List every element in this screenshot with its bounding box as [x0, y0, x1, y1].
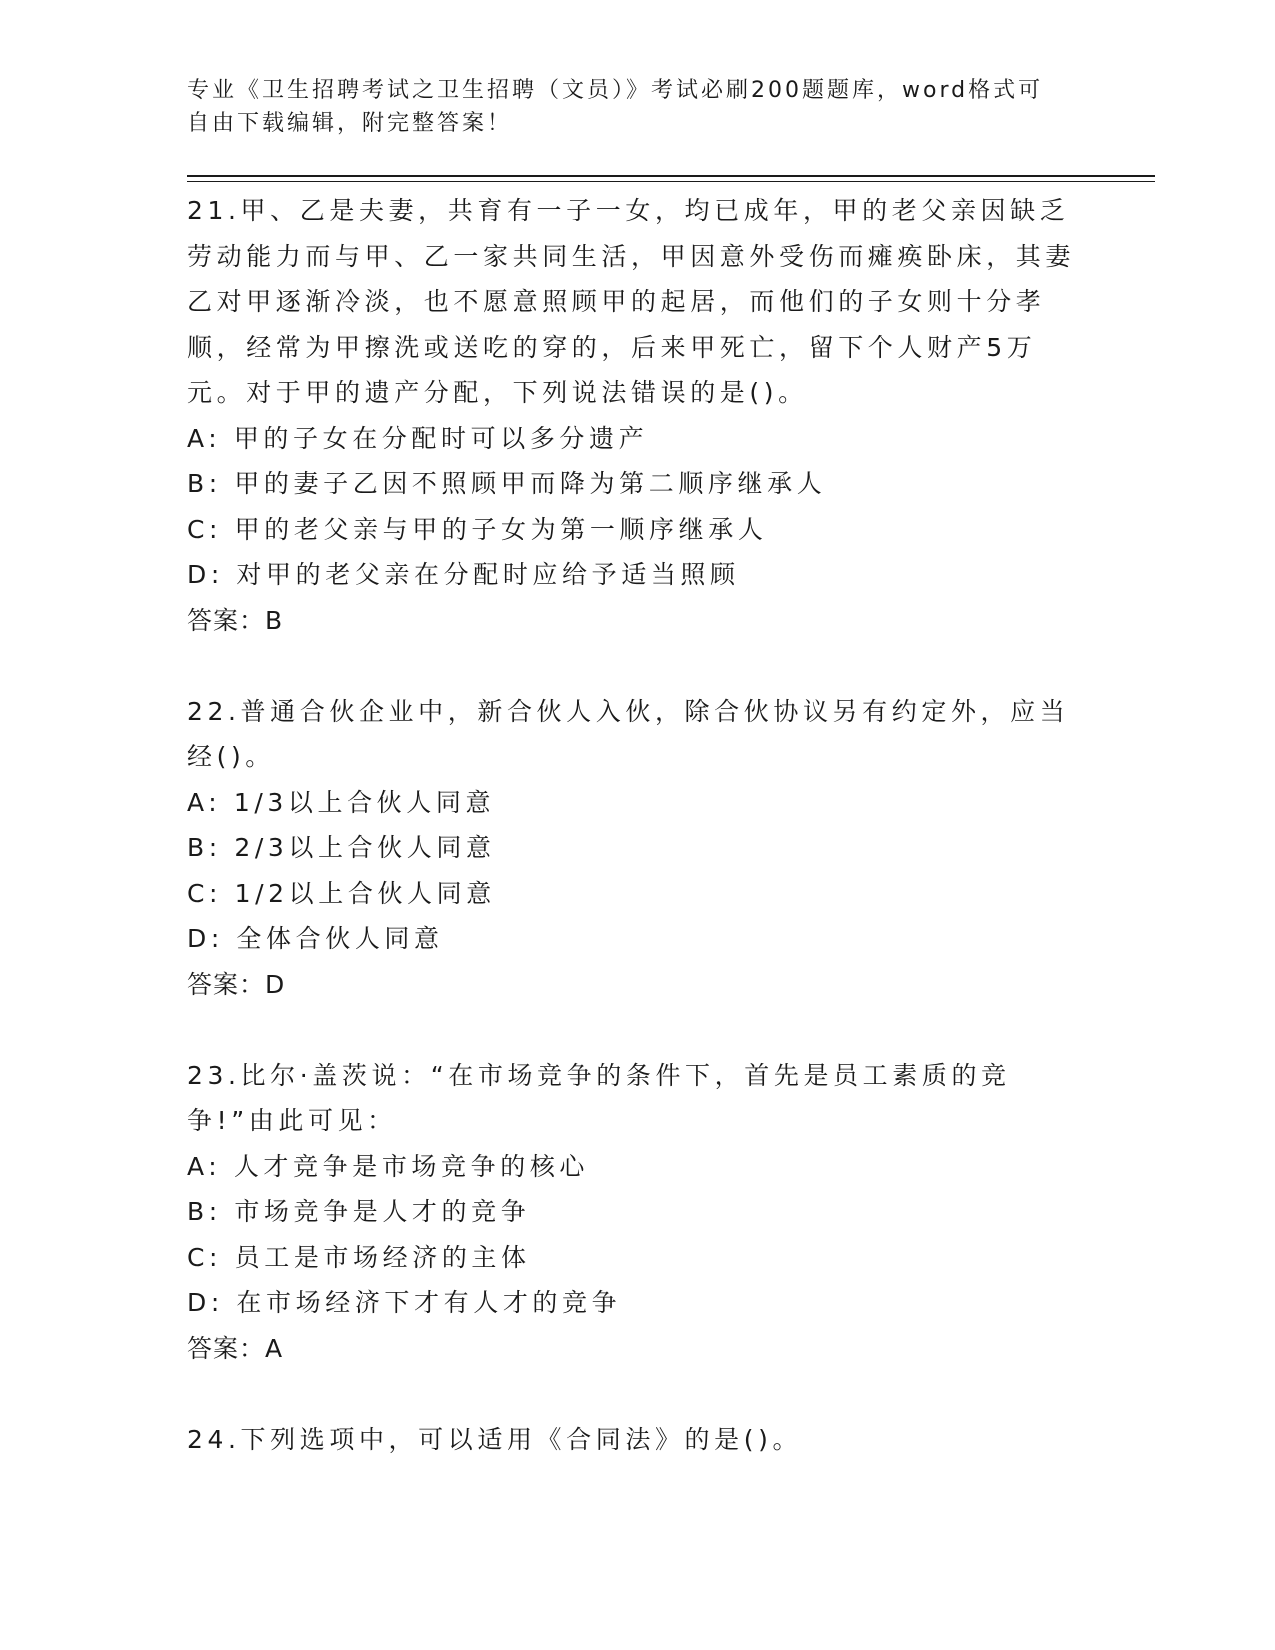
option-b: B: 2/3以上合伙人同意	[187, 833, 496, 862]
question-gap	[187, 1371, 1087, 1417]
question-gap	[187, 643, 1087, 689]
question-stem: 24.下列选项中，可以适用《合同法》的是()。	[187, 1424, 803, 1454]
option-c: C: 甲的老父亲与甲的子女为第一顺序继承人	[187, 514, 768, 544]
answer-label: 答案：D	[187, 969, 286, 999]
option-d: D: 在市场经济下才有人才的竞争	[187, 1288, 622, 1317]
option-d: D: 全体合伙人同意	[187, 924, 444, 953]
answer-label: 答案：B	[187, 605, 284, 635]
question-stem: 22.普通合伙企业中，新合伙人入伙，除合伙协议另有约定外，应当经()。	[187, 696, 1070, 771]
document-header: 专业《卫生招聘考试之卫生招聘（文员）》考试必刷200题题库，word格式可自由下载编辑，附完整答案！	[187, 78, 1044, 136]
question-21	[187, 188, 1087, 643]
header-divider-thin	[187, 181, 1155, 182]
question-list	[187, 188, 1087, 1462]
question-22	[187, 689, 1087, 1008]
option-a: A: 1/3以上合伙人同意	[187, 787, 496, 817]
option-c: C: 1/2以上合伙人同意	[187, 878, 496, 908]
option-d: D: 对甲的老父亲在分配时应给予适当照顾	[187, 560, 740, 589]
option-a: A: 甲的子女在分配时可以多分遗产	[187, 423, 649, 453]
option-b: B: 市场竞争是人才的竞争	[187, 1197, 531, 1226]
question-stem: 21.甲、乙是夫妻，共育有一子一女，均已成年，甲的老父亲因缺乏劳动能力而与甲、乙一家共同生活，甲因意外受伤而瘫痪卧床，其妻乙对甲逐渐冷淡，也不愿意照顾甲的起居，而他们的子女则十分孝顺，经常为甲擦洗或送吃的穿的，后来甲死亡，留下个人财产5万元。对于甲的遗产分配，下列说法错误的是()。	[187, 196, 1076, 407]
answer-label: 答案：A	[187, 1333, 284, 1363]
option-b: B: 甲的妻子乙因不照顾甲而降为第二顺序继承人	[187, 469, 827, 498]
question-24	[187, 1417, 1087, 1463]
question-23	[187, 1053, 1087, 1372]
option-a: A: 人才竞争是市场竞争的核心	[187, 1151, 590, 1181]
question-gap	[187, 1007, 1087, 1053]
question-stem: 23.比尔·盖茨说：“在市场竞争的条件下，首先是员工素质的竞争!”由此可见：	[187, 1060, 1011, 1135]
option-c: C: 员工是市场经济的主体	[187, 1242, 531, 1272]
header-divider-thick	[187, 175, 1155, 177]
